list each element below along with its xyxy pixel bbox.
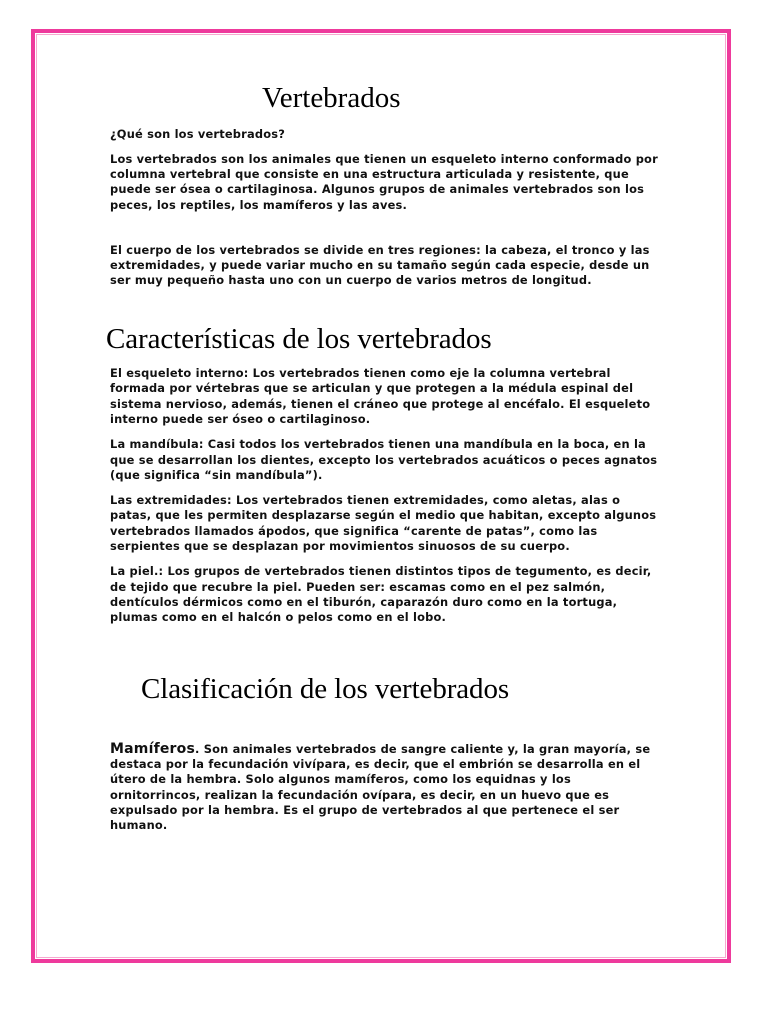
title-vertebrados: Vertebrados [262,82,401,114]
paragraph-mamiferos [110,742,658,834]
title-clasificacion: Clasificación de los vertebrados [141,672,510,705]
paragraph-definition: Los vertebrados son los animales que tienen un esqueleto interno conformado por columna vertebral que consiste en una estructura articulada y resistente, que puede ser ósea o cartilaginosa. Algunos grupos de animales vertebrados son los peces, los reptiles, los mamíferos y las aves. [110,151,658,212]
question-heading: ¿Qué son los vertebrados? [110,127,286,142]
paragraph-esqueleto: El esqueleto interno: Los vertebrados tienen como eje la columna vertebral formada por vértebras que se articulan y que protegen a la médula espinal del sistema nervioso, además, tienen el cráneo que protege al encéfalo. El esqueleto interno puede ser óseo o cartilaginoso. [110,366,651,426]
paragraph-piel: La piel.: Los grupos de vertebrados tienen distintos tipos de tegumento, es decir, de tejido que recubre la piel. Pueden ser: escamas como en el pez salmón, dentículos dérmicos como en el tiburón, caparazón duro como en la tortuga, plumas como en el halcón o pelos como en el lobo. [110,564,652,625]
title-caracteristicas: Características de los vertebrados [106,322,492,355]
paragraph-body-regions: El cuerpo de los vertebrados se divide en tres regiones: la cabeza, el tronco y las extremidades, y puede variar mucho en su tamaño según cada especie, desde un ser muy pequeño hasta uno con un cuerpo de varios metros de longitud. [110,242,650,288]
mamiferos-lead: Mamíferos [110,740,196,757]
mamiferos-text: . Son animales vertebrados de sangre caliente y, la gran mayoría, se destaca por la fecundación vivípara, es decir, que el embrión se desarrolla en el útero de la hembra. Solo algunos mamíferos, como los equidnas y los ornitorrincos, realizan la fecundación ovípara, es decir, en un huevo que es expulsado por la hembra. Es el grupo de vertebrados al que pertenece el ser humano. [110,741,651,833]
paragraph-mandibula: La mandíbula: Casi todos los vertebrados tienen una mandíbula en la boca, en la que se desarrollan los dientes, excepto los vertebrados acuáticos o peces agnatos (que significa “sin mandíbula”). [110,437,658,482]
document-body [106,82,658,844]
paragraph-extremidades: Las extremidades: Los vertebrados tienen extremidades, como aletas, alas o patas, que les permiten desplazarse según el medio que habitan, excepto algunos vertebrados llamados ápodos, que significa “carente de patas”, como las serpientes que se desplazan por movimientos sinuosos de su cuerpo. [110,493,657,554]
